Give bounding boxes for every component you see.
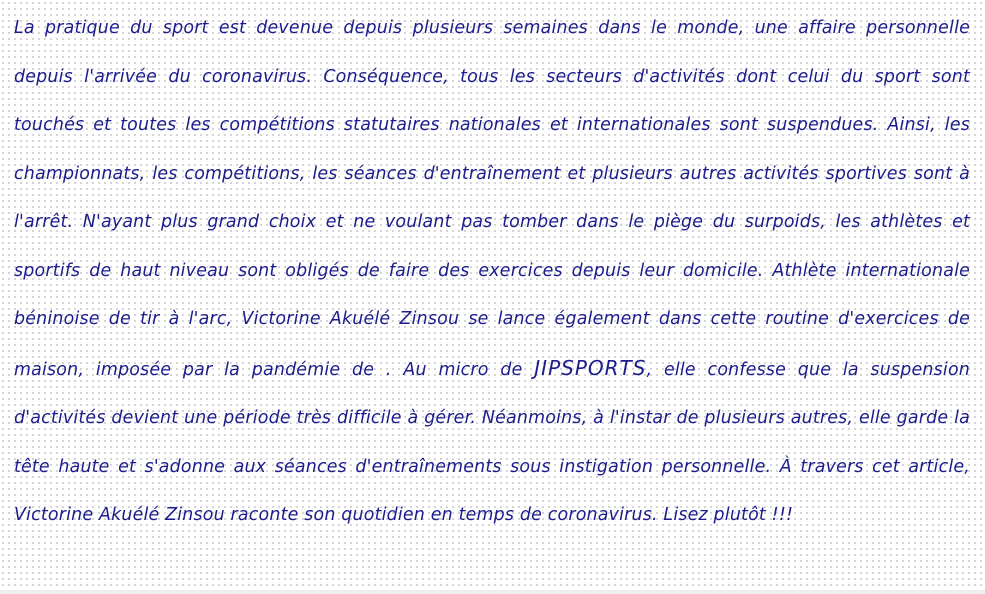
article-text-part2: , elle confesse que la suspension d'activités devient une période très difficile à gérer. Néanmoins, à l'instar de plusieurs autres, elle garde la tête haute et s'adonne aux séances d'entraînements sous instigation personnelle. À travers cet article, Victorine Akuélé Zinsou raconte son quotidien en temps de coronavirus. Lisez plutôt !!! — [14, 359, 971, 526]
bottom-divider — [0, 590, 985, 594]
brand-name: JIPSPORTS — [534, 355, 647, 380]
article-text-part1: La pratique du sport est devenue depuis plusieurs semaines dans le monde, une affaire personnelle depuis l'arrivée du coronavirus. Conséquence, tous les secteurs d'activités dont celui du sport sont touchés et toutes les compétitions statutaires nationales et internationales sont suspendues. Ainsi, les championnats, les compétitions, les séances d'entraînement et plusieurs autres activités sportives sont à l'arrêt. N'ayant plus grand choix et ne voulant pas tomber dans le piège du surpoids, les athlètes et sportifs de haut niveau sont obligés de faire des exercices depuis leur domicile. Athlète internationale béninoise de tir à l'arc, Victorine Akuélé Zinsou se lance également dans cette routine d'exercices de maison, imposée par la pandémie de . Au micro de — [14, 18, 970, 380]
article-paragraph — [14, 4, 970, 540]
